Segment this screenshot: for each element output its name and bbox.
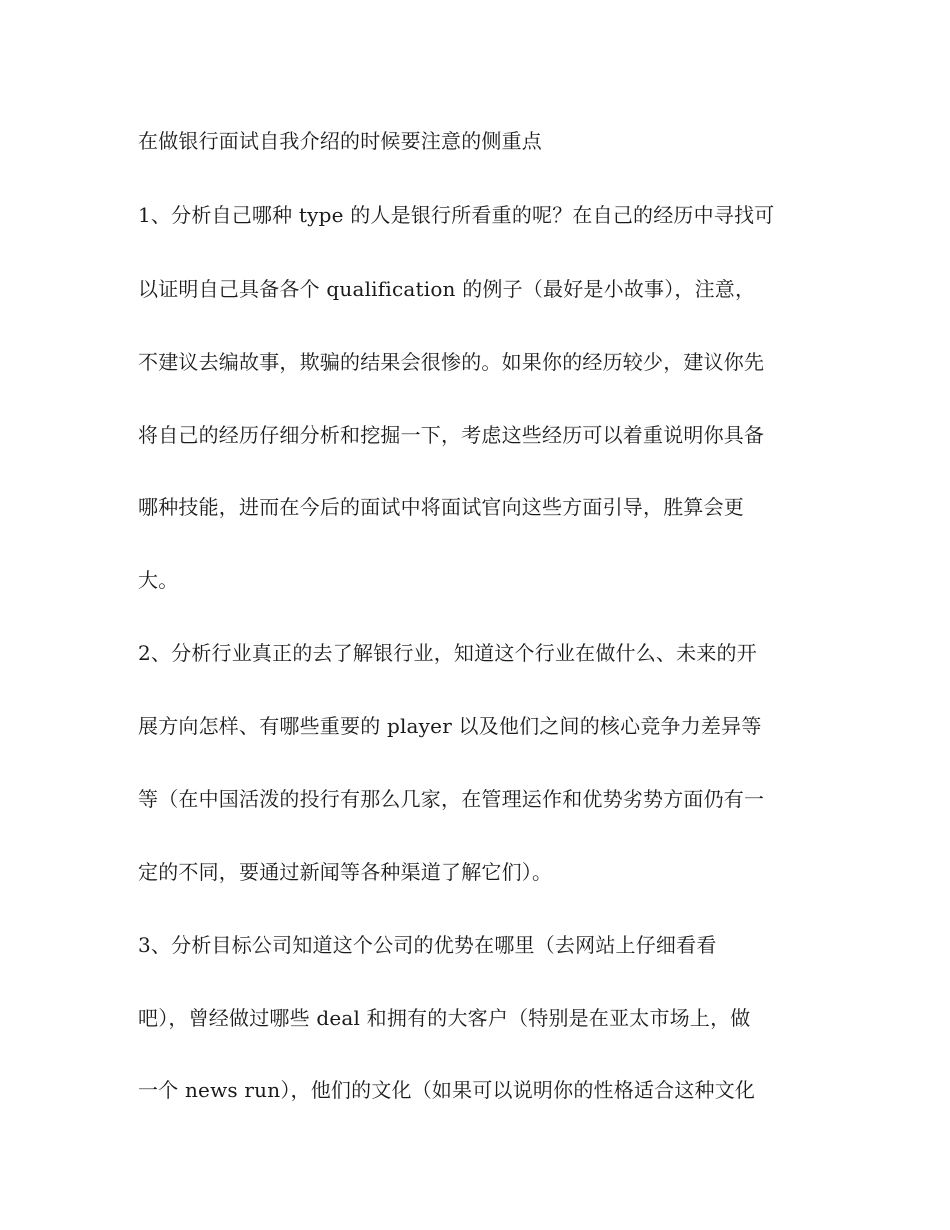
paragraph-line: 哪种技能，进而在今后的面试中将面试官向这些方面引导，胜算会更 (138, 495, 744, 519)
paragraph-line: 定的不同，要通过新闻等各种渠道了解它们）。 (138, 860, 553, 884)
paragraph-line: 吧），曾经做过哪些 deal 和拥有的大客户（特别是在亚太市场上，做 (138, 1006, 751, 1030)
paragraph-line: 3、分析目标公司知道这个公司的优势在哪里（去网站上仔细看看 (138, 933, 717, 957)
paragraph-line: 大。 (138, 568, 179, 592)
paragraph-line: 2、分析行业真正的去了解银行业，知道这个行业在做什么、未来的开 (138, 641, 757, 665)
paragraph-line: 以证明自己具备各个 qualification 的例子（最好是小故事），注意， (138, 277, 756, 301)
paragraph-line: 等（在中国活泼的投行有那么几家，在管理运作和优势劣势方面仍有一 (138, 787, 765, 811)
paragraph-line: 展方向怎样、有哪些重要的 player 以及他们之间的核心竞争力差异等 (138, 714, 762, 738)
paragraph-line: 1、分析自己哪种 type 的人是银行所看重的呢？在自己的经历中寻找可 (138, 203, 775, 227)
paragraph-line: 不建议去编故事，欺骗的结果会很惨的。如果你的经历较少，建议你先 (138, 350, 765, 374)
paragraph-line: 将自己的经历仔细分析和挖掘一下，考虑这些经历可以着重说明你具备 (138, 423, 765, 447)
document-title: 在做银行面试自我介绍的时候要注意的侧重点 (138, 129, 542, 153)
paragraph-line: 一个 news run），他们的文化（如果可以说明你的性格适合这种文化 (138, 1078, 756, 1102)
